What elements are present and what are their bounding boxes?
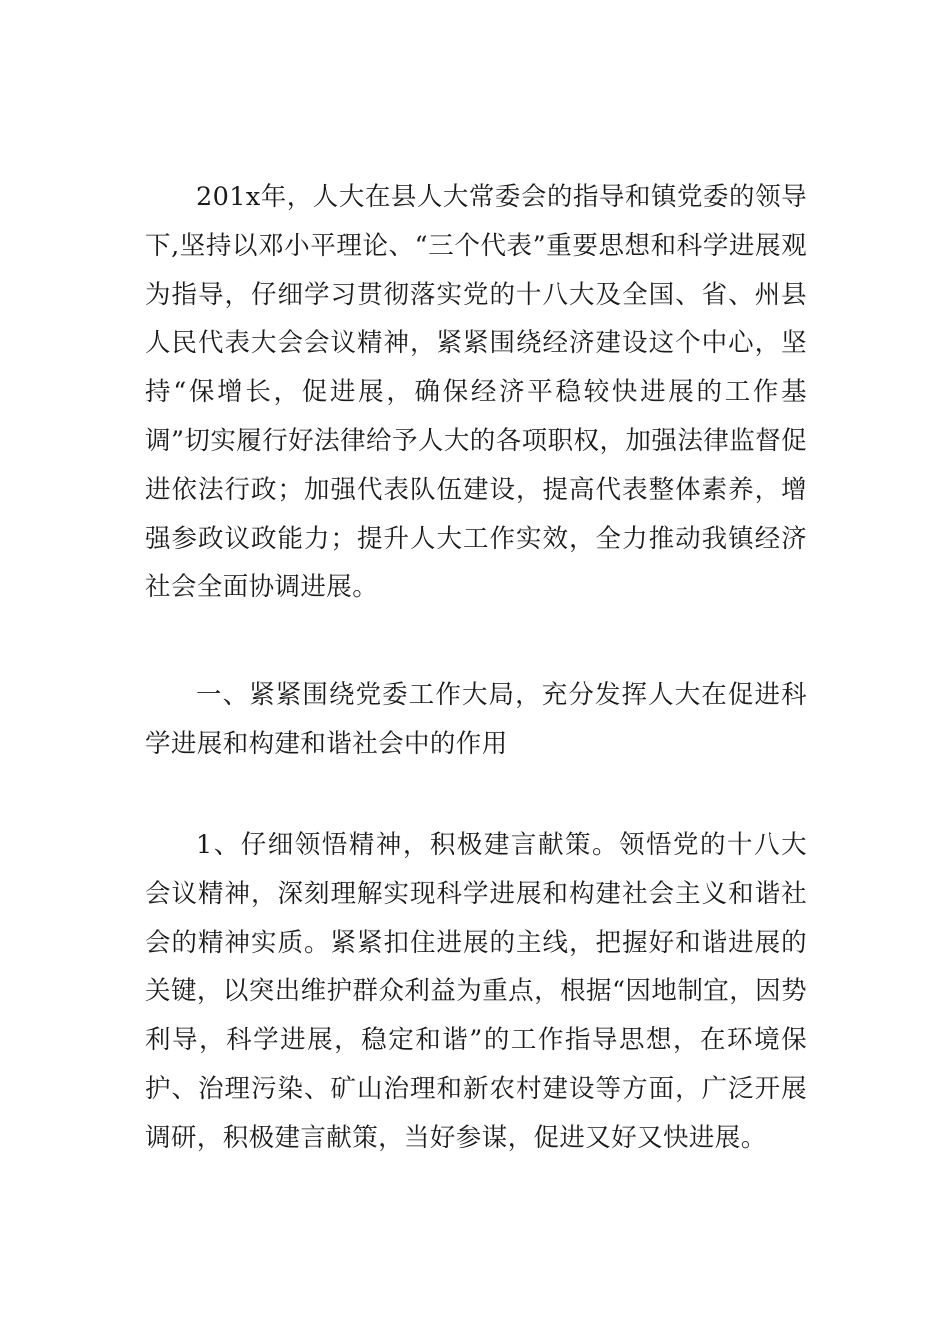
intro-paragraph: 201x年，人大在县人大常委会的指导和镇党委的领导下,坚持以邓小平理论、“三个代表”重要思想和科学进展观为指导，仔细学习贯彻落实党的十八大及全国、省、州县人民代表大会会议精神，紧紧围绕经济建设这个中心，坚持“保增长，促进展，确保经济平稳较快进展的工作基调”切实履行好法律给予人大的各项职权，加强法律监督促进依法行政；加强代表队伍建设，提高代表整体素养，增强参政议政能力；提升人大工作实效，全力推动我镇经济社会全面协调进展。 (145, 182, 807, 603)
subsection-paragraph-1: 1、仔细领悟精神，积极建言献策。领悟党的十八大会议精神，深刻理解实现科学进展和构建社会主义和谐社会的精神实质。紧紧扣住进展的主线，把握好和谐进展的关键，以突出维护群众利益为重点，根据“因地制宜，因势利导，科学进展，稳定和谐”的工作指导思想，在环境保护、治理污染、矿山治理和新农村建设等方面，广泛开展调研，积极建言献策，当好参谋，促进又好又快进展。 (145, 830, 807, 1153)
section-heading-1: 一、紧紧围绕党委工作大局，充分发挥人大在促进科学进展和构建和谐社会中的作用 (145, 680, 807, 759)
